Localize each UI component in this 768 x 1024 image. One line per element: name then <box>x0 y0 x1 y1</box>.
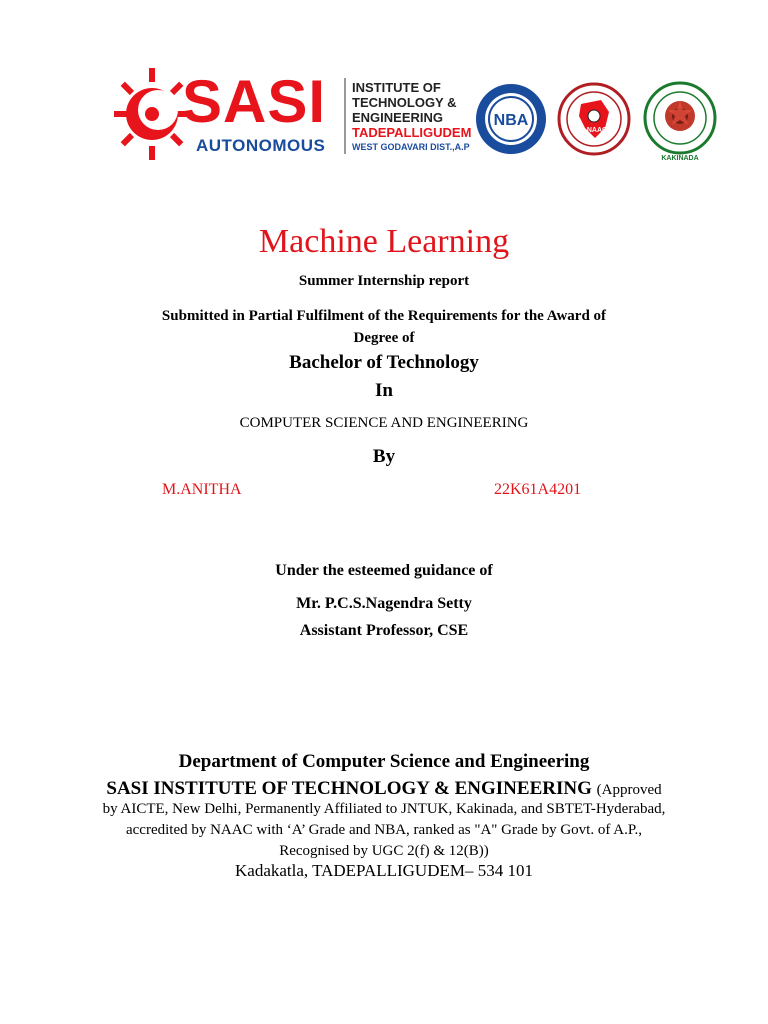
student-name: M.ANITHA <box>162 481 242 498</box>
branch-name: COMPUTER SCIENCE AND ENGINEERING <box>239 415 529 431</box>
naac-seal-icon <box>557 82 631 156</box>
institute-line: INSTITUTE OF <box>352 80 441 95</box>
report-subtitle: Summer Internship report <box>298 273 470 289</box>
gear-emblem-icon <box>112 66 192 162</box>
affiliation-line: Recognised by UGC 2(f) & 12(B)) <box>279 843 489 859</box>
department-name: Department of Computer Science and Engineering <box>178 751 590 772</box>
naac-seal-label: NAAC <box>586 127 608 134</box>
college-address: Kadakatla, TADEPALLIGUDEM– 534 101 <box>235 861 533 880</box>
logo-autonomous: AUTONOMOUS <box>196 136 326 155</box>
jntuk-seal-icon <box>642 80 718 168</box>
institute-district: WEST GODAVARI DIST.,A.P <box>352 142 470 152</box>
nba-seal-icon <box>474 82 548 156</box>
college-name-line <box>0 778 768 800</box>
institute-line: TECHNOLOGY & <box>352 95 457 110</box>
sasi-logo <box>112 66 472 162</box>
degree-name: Bachelor of Technology <box>289 352 479 373</box>
guidance-label: Under the esteemed guidance of <box>275 562 493 579</box>
affiliation-line: by AICTE, New Delhi, Permanently Affiliated to JNTUK, Kakinada, and SBTET-Hyderabad, <box>102 801 666 817</box>
jntuk-seal-label: KAKINADA <box>661 155 699 162</box>
logo-name: SASI <box>182 68 327 135</box>
affiliation-line: accredited by NAAC with ‘A’ Grade and NBA, ranked as "A" Grade by Govt. of A.P., <box>125 822 642 838</box>
logo-divider <box>344 78 346 154</box>
institute-place: TADEPALLIGUDEM <box>352 125 472 140</box>
institute-line: ENGINEERING <box>352 110 444 125</box>
guide-designation: Assistant Professor, CSE <box>299 622 469 639</box>
college-name: SASI INSTITUTE OF TECHNOLOGY & ENGINEERING <box>106 778 592 799</box>
student-roll-number: 22K61A4201 <box>494 481 582 498</box>
in-label: In <box>375 380 393 401</box>
submitted-line: Submitted in Partial Fulfilment of the Requirements for the Award of <box>161 308 607 324</box>
approved-open: (Approved <box>596 782 662 798</box>
submitted-statement <box>0 305 768 349</box>
by-label: By <box>372 446 396 467</box>
institute-lines <box>352 80 471 155</box>
nba-seal-label: NBA <box>493 112 529 129</box>
report-title: Machine Learning <box>258 223 510 260</box>
affiliation-text <box>0 799 768 862</box>
submitted-line: Degree of <box>353 330 415 346</box>
guide-name: Mr. P.C.S.Nagendra Setty <box>296 595 472 612</box>
